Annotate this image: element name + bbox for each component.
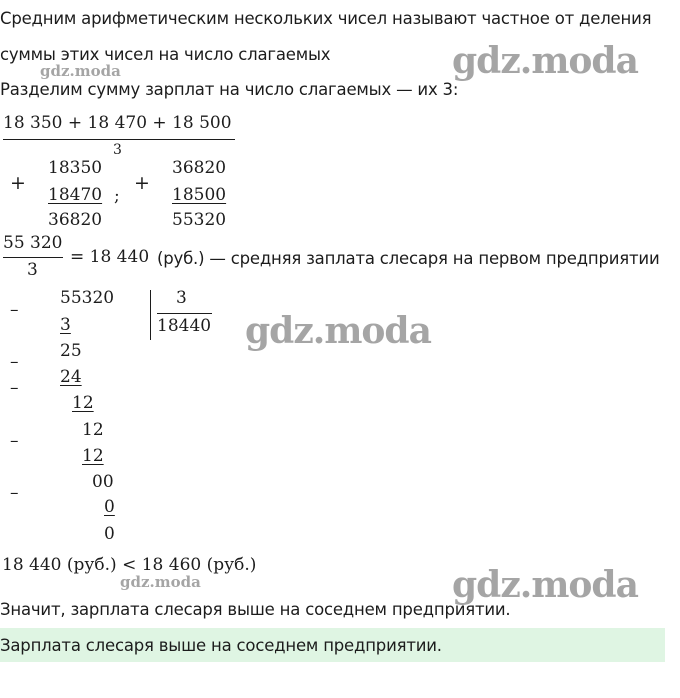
fraction-2-denominator: 3 (27, 260, 38, 280)
addition-2-sign: + (134, 172, 150, 194)
intro-line-3: Разделим сумму зарплат на число слагаемых — их 3: (0, 80, 459, 99)
fraction-1-bar (3, 139, 235, 140)
division-step-8: 0 (104, 497, 115, 517)
division-minus-2: – (10, 352, 19, 372)
intro-line-1: Средним арифметическим нескольких чисел называют частное от деления (0, 9, 652, 28)
division-step-1: 3 (60, 315, 71, 335)
division-divisor: 3 (176, 288, 187, 308)
division-minus-5: – (10, 483, 19, 503)
fraction-2-result: = 18 440 (70, 247, 150, 267)
watermark-big-top: gdz.moda (452, 40, 638, 82)
addition-1-sign: + (10, 172, 26, 194)
intro-line-2: суммы этих чисел на число слагаемых (0, 45, 331, 64)
division-step-4: 12 (72, 393, 94, 413)
watermark-big-bottom: gdz.moda (452, 564, 638, 606)
division-minus-3: – (10, 378, 19, 398)
fraction-1-denominator: 3 (113, 142, 122, 158)
division-quotient: 18440 (157, 316, 212, 336)
fraction-2-numerator: 55 320 (3, 233, 63, 253)
addition-2-a: 36820 (172, 158, 227, 178)
conclusion: Значит, зарплата слесаря выше на соседнем предприятии. (0, 600, 511, 619)
division-step-9: 0 (104, 524, 115, 544)
addition-1-b: 18470 (48, 185, 103, 205)
division-step-7: 00 (92, 472, 114, 492)
fraction-1-numerator: 18 350 + 18 470 + 18 500 (3, 113, 232, 133)
fraction-2-unit-text: (руб.) — средняя заплата слесаря на первом предприятии (157, 249, 660, 268)
addition-1-sum: 36820 (48, 210, 103, 230)
addition-1-a: 18350 (48, 158, 103, 178)
watermark-small-top: gdz.moda (40, 62, 121, 80)
division-dividend: 55320 (60, 288, 115, 308)
division-minus-1: – (10, 300, 19, 320)
answer-text: Зарплата слесаря выше на соседнем предприятии. (0, 636, 442, 655)
division-vertical-bar (150, 290, 151, 340)
addition-2-sum: 55320 (172, 210, 227, 230)
division-step-5: 12 (82, 420, 104, 440)
division-minus-4: – (10, 431, 19, 451)
division-divisor-bar (157, 313, 212, 314)
fraction-2-bar (3, 257, 63, 258)
addition-2-b: 18500 (172, 185, 227, 205)
division-step-2: 25 (60, 341, 82, 361)
division-step-3: 24 (60, 367, 82, 387)
watermark-big-middle: gdz.moda (245, 310, 431, 352)
addition-separator: ; (114, 186, 120, 206)
watermark-small-bottom: gdz.moda (120, 573, 201, 591)
comparison: 18 440 (руб.) < 18 460 (руб.) (2, 555, 257, 575)
division-step-6: 12 (82, 446, 104, 466)
